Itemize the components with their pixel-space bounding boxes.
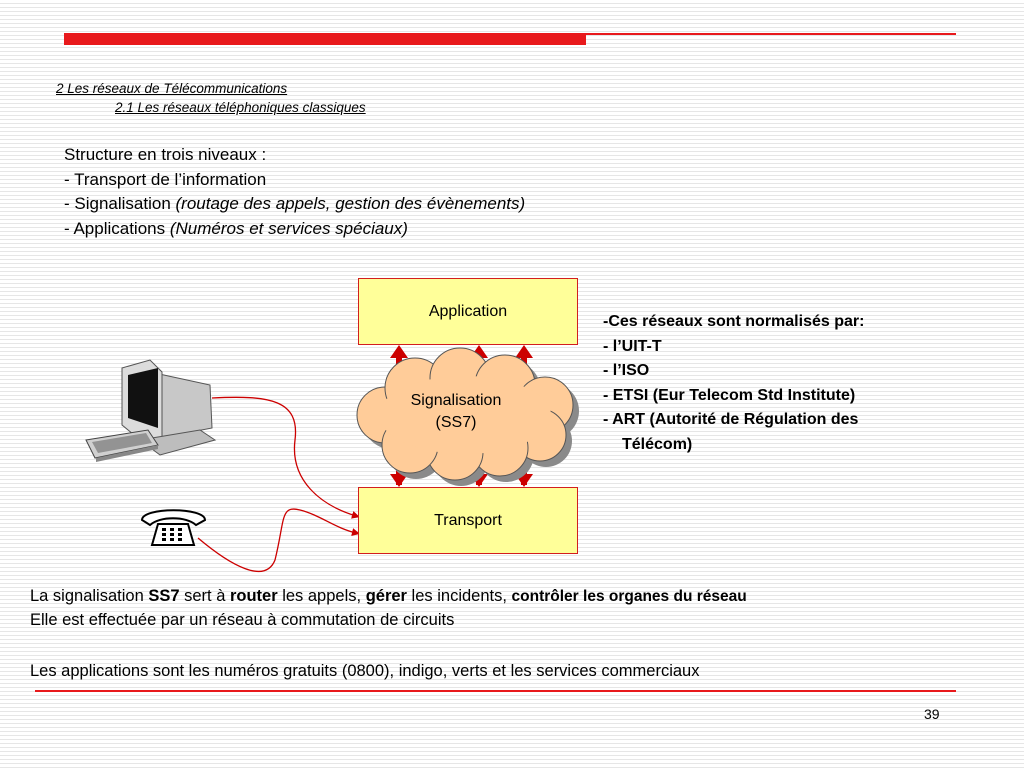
ss7-text-2: SS7 bbox=[148, 587, 180, 605]
applications-paragraph: Les applications sont les numéros gratuits (0800), indigo, verts et les services commerciaux bbox=[30, 662, 700, 680]
ss7-text-3: sert à bbox=[179, 587, 230, 605]
normalization-item-art: - ART (Autorité de Régulation des bbox=[603, 411, 859, 428]
computer-link bbox=[212, 397, 356, 516]
telephone-link bbox=[198, 509, 356, 571]
ss7-paragraph bbox=[30, 587, 747, 606]
ss7-text-6: gérer bbox=[365, 587, 407, 605]
bottom-red-line bbox=[35, 690, 956, 692]
page-number: 39 bbox=[924, 706, 940, 722]
signalisation-label-line2: (SS7) bbox=[435, 414, 477, 431]
section-heading: 2 Les réseaux de Télécommunications bbox=[56, 81, 288, 96]
subsection-heading: 2.1 Les réseaux téléphoniques classiques bbox=[115, 100, 366, 115]
transport-box: Transport bbox=[358, 487, 578, 554]
signalisation-label-line1: Signalisation bbox=[410, 392, 502, 409]
structure-item-applications-label: - Applications bbox=[64, 218, 170, 238]
structure-item-applications-detail: (Numéros et services spéciaux) bbox=[169, 218, 408, 238]
application-box: Application bbox=[358, 278, 578, 345]
ss7-text-7: les incidents, bbox=[406, 587, 512, 605]
computer-icon bbox=[86, 360, 215, 462]
circuit-paragraph: Elle est effectuée par un réseau à commutation de circuits bbox=[30, 611, 455, 629]
structure-item-signalisation-detail: (routage des appels, gestion des évènements) bbox=[175, 194, 526, 213]
normalization-item-iso: - l’ISO bbox=[603, 362, 650, 379]
normalization-intro: -Ces réseaux sont normalisés par: bbox=[603, 313, 865, 330]
ss7-text-1: La signalisation bbox=[30, 587, 149, 605]
ss7-text-8: contrôler les organes du réseau bbox=[511, 588, 747, 605]
signalisation-label bbox=[376, 390, 536, 434]
ss7-text-5: les appels, bbox=[277, 587, 366, 605]
structure-intro: Structure en trois niveaux : bbox=[64, 145, 267, 164]
normalization-list bbox=[603, 310, 864, 457]
telephone-icon bbox=[142, 510, 205, 545]
normalization-item-uit: - l’UIT-T bbox=[603, 337, 662, 355]
normalization-item-art-cont: Télécom) bbox=[622, 435, 693, 453]
ss7-text-4: router bbox=[229, 587, 278, 605]
structure-item-transport: - Transport de l’information bbox=[64, 169, 267, 189]
normalization-item-etsi: - ETSI (Eur Telecom Std Institute) bbox=[603, 386, 856, 404]
structure-item-signalisation-label: - Signalisation bbox=[64, 194, 176, 213]
